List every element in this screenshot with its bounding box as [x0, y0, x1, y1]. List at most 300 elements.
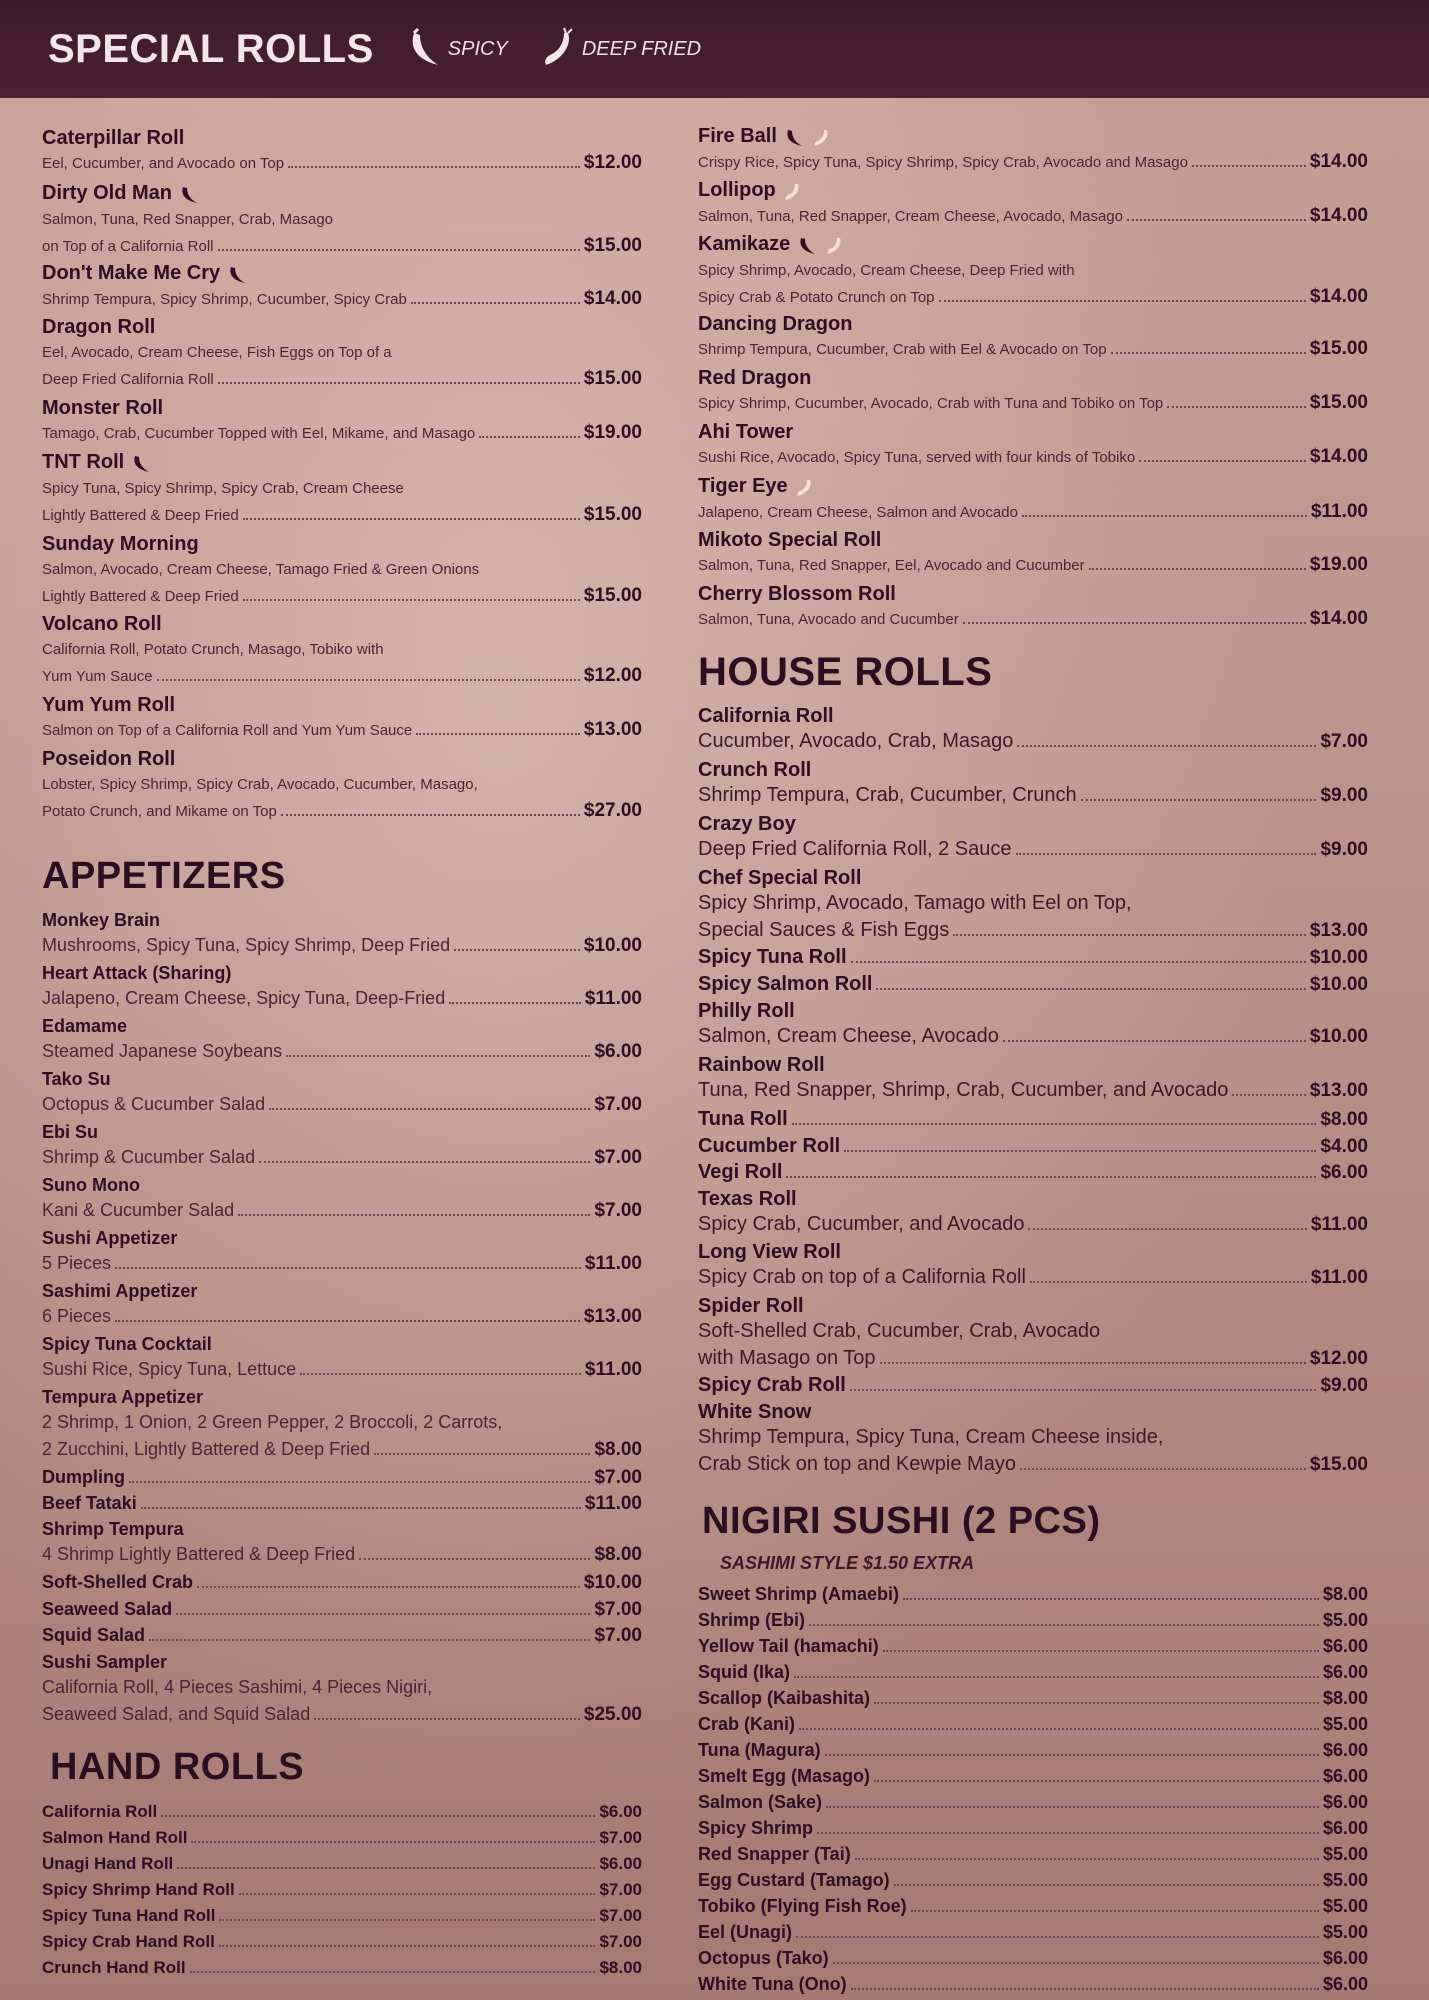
dot-leader	[243, 599, 580, 601]
menu-item-description: Spicy Shrimp, Avocado, Cream Cheese, Deep Fried with	[698, 261, 1075, 279]
menu-item-price: $11.00	[1310, 500, 1368, 522]
menu-item-name: Kamikaze	[698, 233, 791, 255]
menu-item-price: $9.00	[1320, 785, 1368, 806]
menu-item-row	[42, 233, 642, 260]
menu-item-title-row	[42, 1279, 642, 1303]
menu-item	[42, 1465, 642, 1489]
dot-leader	[844, 1150, 1316, 1152]
menu-item-price: $11.00	[1310, 1214, 1368, 1235]
dot-leader	[799, 1728, 1319, 1730]
menu-item-row	[42, 1930, 642, 1954]
menu-item-price: $8.00	[594, 1544, 642, 1565]
fried-shrimp-icon	[538, 27, 578, 71]
menu-item	[698, 1660, 1368, 1684]
menu-item-price: $11.00	[584, 1253, 642, 1274]
menu-item-name: Spicy Tuna Hand Roll	[42, 1906, 216, 1925]
menu-item-price: $6.00	[1322, 1974, 1368, 1994]
menu-item-row	[698, 1868, 1368, 1892]
legend-deep-fried-label: DEEP FRIED	[581, 37, 702, 60]
menu-item-name: Cherry Blossom Roll	[698, 583, 896, 605]
menu-item-name: TNT Roll	[42, 451, 125, 473]
dot-leader	[1017, 745, 1316, 747]
dot-leader	[876, 988, 1305, 990]
menu-item-description: Seaweed Salad, and Squid Salad	[42, 1704, 311, 1724]
menu-item	[698, 312, 1368, 363]
menu-item-price: $7.00	[594, 1147, 642, 1168]
dot-leader	[851, 961, 1306, 963]
menu-item-row	[698, 1738, 1368, 1762]
menu-item-description: Deep Fried California Roll	[42, 371, 214, 388]
menu-item-description: Jalapeno, Cream Cheese, Spicy Tuna, Deep-Fried	[42, 988, 446, 1008]
menu-item-price: $6.00	[1322, 1636, 1368, 1656]
menu-item	[698, 1946, 1368, 1970]
menu-item	[698, 1400, 1368, 1478]
menu-item-title-row	[698, 1053, 1368, 1077]
menu-item-price: $14.00	[583, 287, 642, 309]
menu-item-name: Spicy Tuna Roll	[698, 946, 847, 968]
menu-item	[42, 1279, 642, 1330]
dot-leader	[786, 1176, 1316, 1178]
menu-item-name: Squid Salad	[42, 1625, 146, 1645]
menu-item	[42, 532, 642, 610]
menu-item-price: $9.00	[1320, 839, 1368, 860]
dot-leader	[149, 1639, 590, 1641]
menu-item-title-row	[42, 1067, 642, 1091]
menu-item	[698, 1894, 1368, 1918]
menu-item-title-row	[42, 1120, 642, 1144]
menu-item-description: Soft-Shelled Crab, Cucumber, Crab, Avocado	[698, 1320, 1101, 1342]
menu-item-price: $7.00	[599, 1828, 642, 1847]
menu-item-row	[42, 1491, 642, 1515]
menu-item	[42, 126, 642, 177]
menu-item	[42, 1878, 642, 1902]
menu-item-price: $7.00	[599, 1932, 642, 1951]
menu-item-title-row	[42, 612, 642, 636]
menu-item	[698, 1816, 1368, 1840]
dot-leader	[850, 1389, 1317, 1391]
menu-item-row	[698, 1634, 1368, 1658]
menu-item	[42, 693, 642, 744]
menu-item-price: $5.00	[1322, 1844, 1368, 1864]
menu-item-name: Rainbow Roll	[698, 1054, 825, 1076]
dot-leader	[115, 1267, 581, 1269]
menu-item	[698, 1134, 1368, 1158]
menu-item-row	[42, 717, 642, 744]
menu-item	[698, 366, 1368, 417]
menu-item-price: $6.00	[594, 1041, 642, 1062]
menu-item-row	[698, 1134, 1368, 1158]
menu-item-row	[42, 663, 642, 690]
menu-item	[42, 1597, 642, 1621]
menu-item-price: $13.00	[1309, 920, 1368, 941]
menu-item-title-row	[42, 961, 642, 985]
menu-item	[42, 747, 642, 825]
menu-item-name: Octopus (Tako)	[698, 1948, 829, 1968]
menu-item-price: $6.00	[1320, 1162, 1368, 1183]
menu-item-name: Long View Roll	[698, 1241, 841, 1263]
menu-item-price: $5.00	[1322, 1896, 1368, 1916]
menu-item-row	[698, 945, 1368, 969]
menu-item-title-row	[42, 126, 642, 150]
menu-item	[698, 1053, 1368, 1104]
menu-item-row	[42, 1623, 642, 1647]
dot-leader	[314, 1718, 580, 1720]
menu-item-row	[698, 1946, 1368, 1970]
menu-item	[698, 1764, 1368, 1788]
menu-item-price: $11.00	[584, 1493, 642, 1514]
menu-item-name: White Tuna (Ono)	[698, 1974, 847, 1994]
menu-item-description: California Roll, 4 Pieces Sashimi, 4 Pieces Nigiri,	[42, 1677, 433, 1697]
dot-leader	[1030, 1281, 1307, 1283]
menu-item-row	[42, 1904, 642, 1928]
menu-item-price: $6.00	[599, 1854, 642, 1873]
dot-leader	[141, 1507, 581, 1509]
menu-item	[42, 1517, 642, 1568]
menu-item-description: Shrimp Tempura, Spicy Shrimp, Cucumber, Spicy Crab	[42, 290, 407, 308]
dot-leader	[479, 436, 580, 438]
menu-item	[42, 450, 642, 529]
fried-shrimp-icon	[794, 477, 816, 499]
menu-item-price: $25.00	[583, 1704, 642, 1725]
dot-leader	[219, 1919, 595, 1921]
menu-item-price: $15.00	[583, 234, 642, 256]
dot-leader	[792, 1123, 1317, 1125]
menu-item-description: Spicy Crab & Potato Crunch on Top	[698, 288, 935, 306]
menu-item	[42, 396, 642, 447]
menu-item-name: Sunday Morning	[42, 533, 199, 555]
menu-item-description: 2 Zucchini, Lightly Battered & Deep Fried	[42, 1439, 371, 1459]
menu-item	[42, 961, 642, 1012]
menu-item-price: $14.00	[1309, 446, 1368, 467]
menu-item-price: $10.00	[1309, 947, 1368, 968]
menu-item-name: Tuna (Magura)	[698, 1740, 821, 1760]
menu-item	[698, 1107, 1368, 1131]
dot-leader	[259, 1161, 590, 1163]
menu-item-name: Sweet Shrimp (Amaebi)	[698, 1584, 900, 1604]
menu-item	[698, 972, 1368, 996]
menu-item-name: Shrimp Tempura	[42, 1519, 184, 1539]
dot-leader	[1232, 1094, 1306, 1096]
menu-item	[42, 315, 642, 393]
menu-item	[698, 1187, 1368, 1238]
dot-leader	[874, 1702, 1319, 1704]
dot-leader	[416, 733, 580, 735]
menu-item-price: $12.00	[583, 152, 642, 173]
dot-leader	[286, 1055, 590, 1057]
menu-item	[698, 1686, 1368, 1710]
chili-pepper-icon	[796, 235, 818, 257]
menu-item-name: Caterpillar Roll	[42, 127, 185, 149]
menu-item-description: Spicy Tuna, Spicy Shrimp, Spicy Crab, Cream Cheese	[42, 479, 404, 497]
menu-item-title-row	[42, 1332, 642, 1356]
menu-item	[698, 1868, 1368, 1892]
menu-item-price: $10.00	[1309, 1026, 1368, 1047]
menu-item-name: Sashimi Appetizer	[42, 1281, 198, 1301]
dot-leader	[374, 1453, 590, 1455]
menu-item-title-row	[698, 312, 1368, 336]
menu-item-row	[698, 1894, 1368, 1918]
dot-leader	[161, 1815, 595, 1817]
menu-item-name: Cucumber Roll	[698, 1135, 841, 1157]
menu-item-description: Salmon, Cream Cheese, Avocado	[698, 1025, 999, 1047]
dot-leader	[238, 1214, 590, 1216]
dot-leader	[833, 1962, 1319, 1964]
menu-item-row	[698, 728, 1368, 755]
menu-item-name: Ahi Tower	[698, 421, 794, 443]
menu-item-row	[42, 1852, 642, 1876]
menu-item-name: Beef Tataki	[42, 1493, 137, 1513]
menu-item-row	[698, 1107, 1368, 1131]
menu-item	[42, 1904, 642, 1928]
menu-item-description: 5 Pieces	[42, 1253, 112, 1273]
menu-item-description: Jalapeno, Cream Cheese, Salmon and Avocado	[698, 503, 1018, 521]
menu-item-price: $10.00	[1309, 974, 1368, 995]
menu-item	[698, 528, 1368, 579]
menu-item-row	[698, 1582, 1368, 1606]
menu-item-name: Chef Special Roll	[698, 867, 862, 889]
menu-item-name: Monkey Brain	[42, 910, 161, 930]
dot-leader	[894, 1884, 1319, 1886]
dot-leader	[1089, 568, 1306, 570]
menu-item-description: Salmon, Avocado, Cream Cheese, Tamago Fried & Green Onions	[42, 561, 480, 578]
dot-leader	[191, 1841, 595, 1843]
menu-item-name: Sushi Appetizer	[42, 1228, 178, 1248]
menu-item-row	[698, 1023, 1368, 1050]
menu-item-price: $19.00	[583, 422, 642, 443]
menu-item-price: $6.00	[1322, 1948, 1368, 1968]
menu-item-name: Spicy Salmon Roll	[698, 973, 873, 995]
menu-item-row	[698, 1660, 1368, 1684]
menu-item-row	[698, 1816, 1368, 1840]
menu-item-description: Spicy Crab, Cucumber, and Avocado	[698, 1213, 1025, 1235]
menu-item-name: Fire Ball	[698, 125, 777, 147]
menu-item-name: Ebi Su	[42, 1122, 99, 1142]
dot-leader	[300, 1373, 581, 1375]
menu-item-description: Eel, Avocado, Cream Cheese, Fish Eggs on Top of a	[42, 344, 392, 361]
menu-item-row	[698, 782, 1368, 809]
menu-item-description: Deep Fried California Roll, 2 Sauce	[698, 838, 1012, 860]
menu-item-name: Seaweed Salad	[42, 1599, 173, 1619]
menu-item	[698, 945, 1368, 969]
menu-item-description: Crab Stick on top and Kewpie Mayo	[698, 1453, 1016, 1475]
menu-item-title-row	[42, 693, 642, 717]
dot-leader	[953, 934, 1306, 936]
menu-item-row	[42, 502, 642, 529]
nigiri-title: NIGIRI SUSHI (2 PCS)	[702, 1500, 1101, 1542]
menu-item-price: $13.00	[583, 719, 642, 740]
chili-pepper-icon	[130, 453, 152, 475]
menu-item-price: $8.00	[594, 1439, 642, 1460]
menu-item-row	[698, 1686, 1368, 1710]
menu-item-row	[698, 836, 1368, 863]
menu-item-row	[698, 552, 1368, 579]
menu-item-row	[42, 420, 642, 447]
menu-item-name: Philly Roll	[698, 1000, 795, 1022]
menu-item	[42, 1650, 642, 1728]
menu-item-name: Spicy Crab Roll	[698, 1374, 846, 1396]
menu-item-name: Yum Yum Roll	[42, 694, 175, 716]
chili-pepper-icon	[783, 127, 805, 149]
menu-item-price: $7.00	[599, 1906, 642, 1925]
menu-item-price: $6.00	[1322, 1766, 1368, 1786]
menu-item-row	[698, 499, 1368, 526]
menu-item-description: Lightly Battered & Deep Fried	[42, 588, 239, 605]
menu-item-row	[42, 1436, 642, 1463]
menu-item-name: California Roll	[42, 1802, 158, 1821]
menu-item-price: $15.00	[1309, 1454, 1368, 1475]
menu-item-row	[42, 1144, 642, 1171]
special-rolls-banner	[0, 0, 1429, 98]
chili-pepper-icon	[404, 27, 444, 71]
special-rolls-title: SPECIAL ROLLS	[48, 26, 374, 71]
menu-item-price: $13.00	[583, 1306, 642, 1327]
menu-item-row	[42, 1465, 642, 1489]
menu-item-name: Mikoto Special Roll	[698, 529, 882, 551]
menu-item	[698, 124, 1368, 176]
dot-leader	[359, 1558, 590, 1560]
menu-item-price: $7.00	[594, 1599, 642, 1620]
menu-item-title-row	[42, 908, 642, 932]
menu-item-title-row	[42, 1226, 642, 1250]
menu-item-row	[42, 1701, 642, 1728]
dot-leader	[411, 302, 580, 304]
menu-item-title-row	[698, 758, 1368, 782]
dot-leader	[1022, 515, 1307, 517]
menu-item	[42, 261, 642, 313]
menu-item	[698, 1972, 1368, 1996]
menu-item-price: $5.00	[1322, 1610, 1368, 1630]
menu-item-price: $7.00	[594, 1467, 642, 1488]
menu-item-name: Dirty Old Man	[42, 182, 173, 204]
menu-item	[698, 704, 1368, 755]
menu-item-price: $14.00	[1309, 204, 1368, 226]
dot-leader	[129, 1481, 590, 1483]
menu-item-price: $7.00	[594, 1625, 642, 1646]
menu-item-title-row	[698, 812, 1368, 836]
dot-leader	[239, 1893, 596, 1895]
menu-item-description: Potato Crunch, and Mikame on Top	[42, 803, 277, 820]
legend-spicy	[404, 27, 508, 71]
chili-pepper-icon	[178, 184, 200, 206]
menu-item-name: Volcano Roll	[42, 613, 162, 635]
menu-item-row	[42, 366, 642, 393]
dot-leader	[817, 1832, 1319, 1834]
dot-leader	[454, 949, 580, 951]
menu-item-price: $8.00	[1322, 1688, 1368, 1708]
menu-item	[698, 232, 1368, 311]
menu-item-name: Tako Su	[42, 1069, 111, 1089]
menu-item-row	[42, 932, 642, 959]
dot-leader	[1139, 460, 1306, 462]
menu-item	[698, 1738, 1368, 1762]
menu-item-title-row	[698, 1294, 1368, 1318]
menu-item-name: Texas Roll	[698, 1188, 797, 1210]
menu-item-title-row	[42, 1173, 642, 1197]
menu-item	[42, 1491, 642, 1515]
menu-item-name: Crunch Hand Roll	[42, 1958, 186, 1977]
menu-item-price: $12.00	[1309, 1348, 1368, 1369]
menu-item-title-row	[698, 704, 1368, 728]
menu-item-row	[698, 336, 1368, 363]
menu-item	[42, 1332, 642, 1383]
menu-item-price: $11.00	[584, 988, 642, 1009]
menu-item-row	[698, 1345, 1368, 1372]
dot-leader	[903, 1598, 1319, 1600]
dot-leader	[176, 1613, 590, 1615]
menu-item-title-row	[698, 124, 1368, 149]
menu-item	[698, 999, 1368, 1050]
menu-item-name: Yellow Tail (hamachi)	[698, 1636, 879, 1656]
menu-item-name: Soft-Shelled Crab	[42, 1572, 194, 1592]
menu-item-title-row	[42, 1650, 642, 1674]
menu-item-title-row	[42, 315, 642, 339]
dot-leader	[880, 1362, 1306, 1364]
menu-item-name: Crunch Roll	[698, 759, 812, 781]
dot-leader	[794, 1676, 1319, 1678]
menu-item-row	[42, 1956, 642, 1980]
menu-item-name: Salmon Hand Roll	[42, 1828, 188, 1847]
menu-item-name: Lollipop	[698, 179, 776, 201]
menu-item-name: Red Dragon	[698, 367, 812, 389]
menu-item-row	[42, 1800, 642, 1824]
menu-item-price: $6.00	[1322, 1818, 1368, 1838]
dot-leader	[1111, 352, 1306, 354]
menu-item-description: Mushrooms, Spicy Tuna, Spicy Shrimp, Deep Fried	[42, 935, 451, 955]
menu-item-description: Crispy Rice, Spicy Tuna, Spicy Shrimp, Spicy Crab, Avocado and Masago	[698, 153, 1188, 171]
dot-leader	[219, 1945, 596, 1947]
menu-item-name: Dumpling	[42, 1467, 125, 1487]
menu-item-row	[42, 583, 642, 610]
menu-item-row	[42, 1878, 642, 1902]
menu-item-row	[42, 1303, 642, 1330]
menu-item-name: Dancing Dragon	[698, 313, 853, 335]
dot-leader	[1020, 1468, 1306, 1470]
menu-item-price: $15.00	[583, 368, 642, 389]
menu-item-description: Salmon, Tuna, Red Snapper, Crab, Masago	[42, 210, 334, 228]
menu-item	[42, 908, 642, 959]
menu-item-name: Squid (Ika)	[698, 1662, 791, 1682]
menu-item-description: 6 Pieces	[42, 1306, 112, 1326]
menu-item-price: $14.00	[1309, 608, 1368, 629]
menu-item-title-row	[698, 866, 1368, 890]
dot-leader	[1127, 219, 1306, 221]
menu-item	[42, 1852, 642, 1876]
menu-item-description: Eel, Cucumber, and Avocado on Top	[42, 155, 285, 172]
menu-item-price: $15.00	[583, 503, 642, 525]
menu-item-row	[698, 390, 1368, 417]
menu-item-name: Suno Mono	[42, 1175, 140, 1195]
menu-item-name: Edamame	[42, 1016, 128, 1036]
menu-item	[698, 474, 1368, 526]
menu-item-name: Salmon (Sake)	[698, 1792, 823, 1812]
menu-item	[698, 1294, 1368, 1372]
menu-item-row	[698, 972, 1368, 996]
menu-item-row	[698, 1842, 1368, 1866]
menu-item-row	[698, 149, 1368, 176]
menu-item-price: $5.00	[1322, 1922, 1368, 1942]
menu-item-row	[42, 1570, 642, 1594]
dot-leader	[809, 1624, 1319, 1626]
dot-leader	[243, 518, 580, 520]
menu-item	[42, 1800, 642, 1824]
menu-item	[698, 1160, 1368, 1184]
menu-item-description: Kani & Cucumber Salad	[42, 1200, 235, 1220]
dot-leader	[115, 1320, 580, 1322]
menu-item-description: Sushi Rice, Spicy Tuna, Lettuce	[42, 1359, 297, 1379]
menu-item-price: $7.00	[594, 1200, 642, 1221]
menu-item-price: $10.00	[583, 1572, 642, 1593]
menu-item-description: Sushi Rice, Avocado, Spicy Tuna, served with four kinds of Tobiko	[698, 449, 1136, 466]
